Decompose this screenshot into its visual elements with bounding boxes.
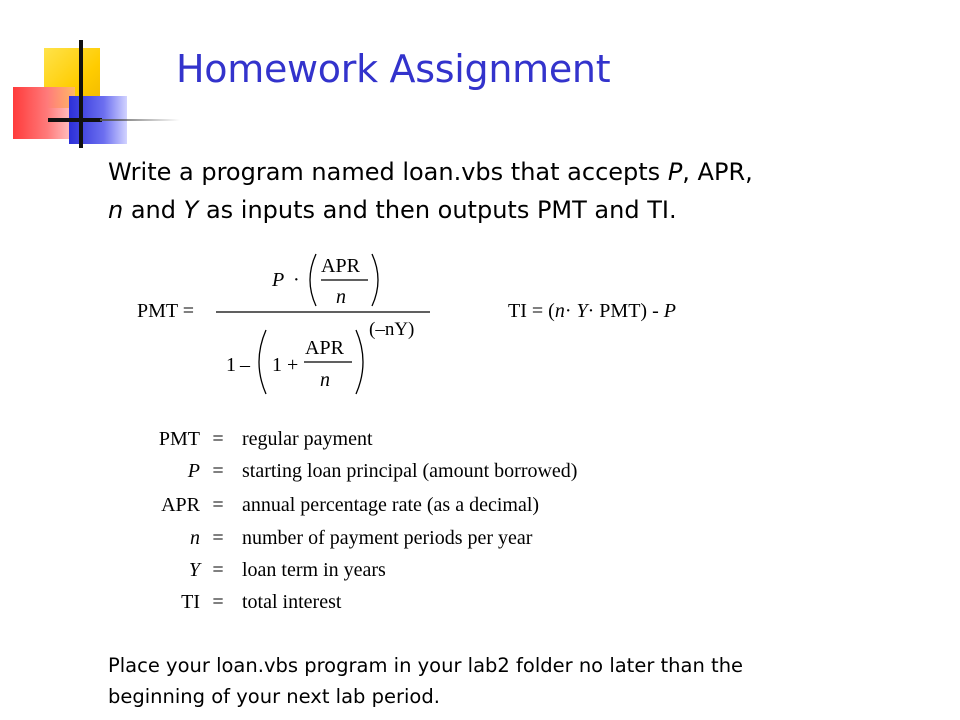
pmt-num-apr: APR bbox=[321, 255, 360, 277]
definition-text: loan term in years bbox=[242, 559, 386, 581]
ti-rest: PMT) - bbox=[594, 300, 664, 322]
pmt-den-one-plus: 1 + bbox=[272, 354, 299, 376]
footer-line-1: Place your loan.vbs program in your lab2 folder no later than the bbox=[108, 654, 744, 677]
intro-var-y: Y bbox=[183, 196, 199, 224]
footer-line-2: beginning of your next lab period. bbox=[108, 685, 440, 708]
ti-n: n bbox=[554, 300, 565, 322]
ti-formula bbox=[508, 300, 676, 323]
definition-text: regular payment bbox=[242, 428, 373, 450]
ti-dot1: · bbox=[564, 300, 572, 322]
intro-text-1: Write a program named loan.vbs that accepts bbox=[108, 158, 668, 186]
definition-equals: = bbox=[212, 428, 224, 450]
page-title: Homework Assignment bbox=[176, 47, 611, 91]
definition-symbol: Y bbox=[188, 559, 200, 581]
decor-vertical-line bbox=[79, 40, 83, 148]
ti-label: TI = ( bbox=[508, 300, 555, 322]
num-left-paren bbox=[310, 254, 316, 306]
den-right-paren bbox=[356, 330, 363, 394]
pmt-num-dot: · bbox=[293, 269, 300, 291]
pmt-den-minus: – bbox=[240, 354, 250, 376]
definition-equals: = bbox=[212, 591, 224, 613]
pmt-formula bbox=[0, 240, 480, 410]
intro-var-p: P bbox=[667, 158, 683, 186]
definition-equals: = bbox=[212, 460, 224, 482]
definition-equals: = bbox=[212, 559, 224, 581]
ti-dot2: · bbox=[587, 300, 595, 322]
num-right-paren bbox=[372, 254, 378, 306]
pmt-exponent: (–nY) bbox=[369, 319, 415, 340]
definition-text: starting loan principal (amount borrowed) bbox=[242, 460, 578, 482]
definition-symbol: PMT bbox=[158, 428, 200, 450]
definition-text: annual percentage rate (as a decimal) bbox=[242, 494, 540, 516]
definition-symbol: P bbox=[187, 460, 200, 482]
ti-p: P bbox=[663, 300, 676, 322]
definition-symbol: n bbox=[190, 527, 200, 549]
pmt-den-one: 1 bbox=[226, 354, 236, 376]
pmt-num-p: P bbox=[272, 269, 285, 291]
den-left-paren bbox=[259, 330, 266, 394]
intro-paragraph bbox=[108, 153, 898, 229]
definition-symbol: APR bbox=[161, 494, 200, 516]
pmt-num-n: n bbox=[336, 286, 346, 308]
definition-text: total interest bbox=[242, 591, 342, 613]
definition-equals: = bbox=[212, 527, 224, 549]
pmt-lhs: PMT = bbox=[137, 300, 195, 322]
definition-symbol: TI bbox=[181, 591, 200, 613]
intro-text-4: as inputs and then outputs PMT and TI. bbox=[198, 196, 677, 224]
intro-text-3: and bbox=[123, 196, 184, 224]
definition-equals: = bbox=[212, 494, 224, 516]
intro-var-n: n bbox=[108, 196, 124, 224]
decor-red-square bbox=[13, 87, 75, 139]
definition-text: number of payment periods per year bbox=[242, 527, 533, 549]
decor-horizontal-fade bbox=[100, 119, 180, 121]
intro-text-2: , APR, bbox=[682, 158, 753, 186]
ti-y: Y bbox=[576, 300, 588, 322]
decor-horizontal-line bbox=[48, 118, 102, 122]
pmt-den-n: n bbox=[320, 369, 330, 391]
pmt-den-apr: APR bbox=[305, 337, 344, 359]
footer-instruction bbox=[108, 650, 908, 712]
